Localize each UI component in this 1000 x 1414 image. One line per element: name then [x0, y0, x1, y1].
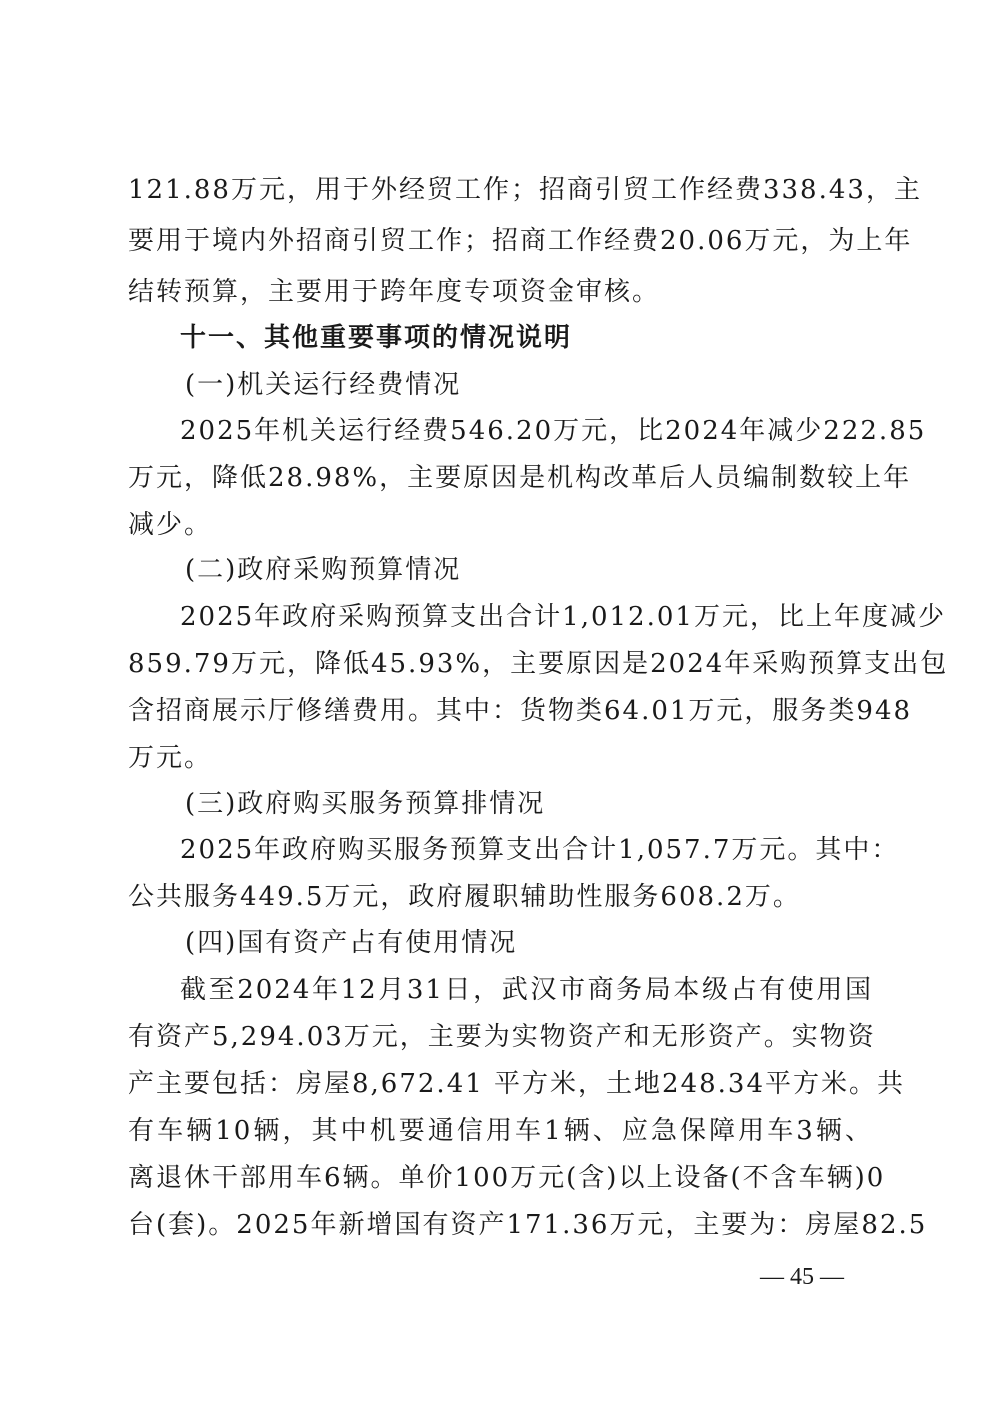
paragraph-line: 离退休干部用车6辆。单价100万元(含)以上设备(不含车辆)0: [128, 1163, 886, 1193]
page-number: — 45 —: [760, 1264, 844, 1290]
subsection-title: (一)机关运行经费情况: [185, 370, 462, 400]
paragraph-line: 减少。: [128, 510, 213, 540]
paragraph-line: 台(套)。2025年新增国有资产171.36万元，主要为：房屋82.5: [128, 1210, 928, 1240]
paragraph-line: 2025年政府采购预算支出合计1,012.01万元，比上年度减少: [180, 602, 946, 632]
subsection-title: (二)政府采购预算情况: [185, 555, 462, 585]
paragraph-line: 859.79万元，降低45.93%，主要原因是2024年采购预算支出包: [128, 649, 949, 679]
paragraph-line: 含招商展示厅修缮费用。其中：货物类64.01万元，服务类948: [128, 696, 913, 726]
paragraph-line: 121.88万元，用于外经贸工作；招商引贸工作经费338.43，主: [128, 175, 922, 205]
paragraph-line: 2025年机关运行经费546.20万元，比2024年减少222.85: [180, 416, 927, 446]
paragraph-line: 结转预算，主要用于跨年度专项资金审核。: [128, 277, 661, 307]
paragraph-line: 有资产5,294.03万元，主要为实物资产和无形资产。实物资: [128, 1022, 876, 1052]
paragraph-line: 有车辆10辆，其中机要通信用车1辆、应急保障用车3辆、: [128, 1116, 873, 1146]
paragraph-line: 2025年政府购买服务预算支出合计1,057.7万元。其中：: [180, 835, 900, 865]
subsection-title: (三)政府购买服务预算排情况: [185, 789, 546, 819]
paragraph-line: 公共服务449.5万元，政府履职辅助性服务608.2万。: [128, 882, 801, 912]
paragraph-line: 万元，降低28.98%，主要原因是机构改革后人员编制数较上年: [128, 463, 912, 493]
paragraph-line: 截至2024年12月31日，武汉市商务局本级占有使用国: [180, 975, 873, 1005]
section-heading: 十一、其他重要事项的情况说明: [180, 323, 573, 353]
paragraph-line: 万元。: [128, 743, 213, 773]
subsection-title: (四)国有资产占有使用情况: [185, 928, 518, 958]
paragraph-line: 要用于境内外招商引贸工作；招商工作经费20.06万元，为上年: [128, 226, 913, 256]
paragraph-line: 产主要包括：房屋8,672.41 平方米，土地248.34平方米。共: [128, 1069, 906, 1099]
